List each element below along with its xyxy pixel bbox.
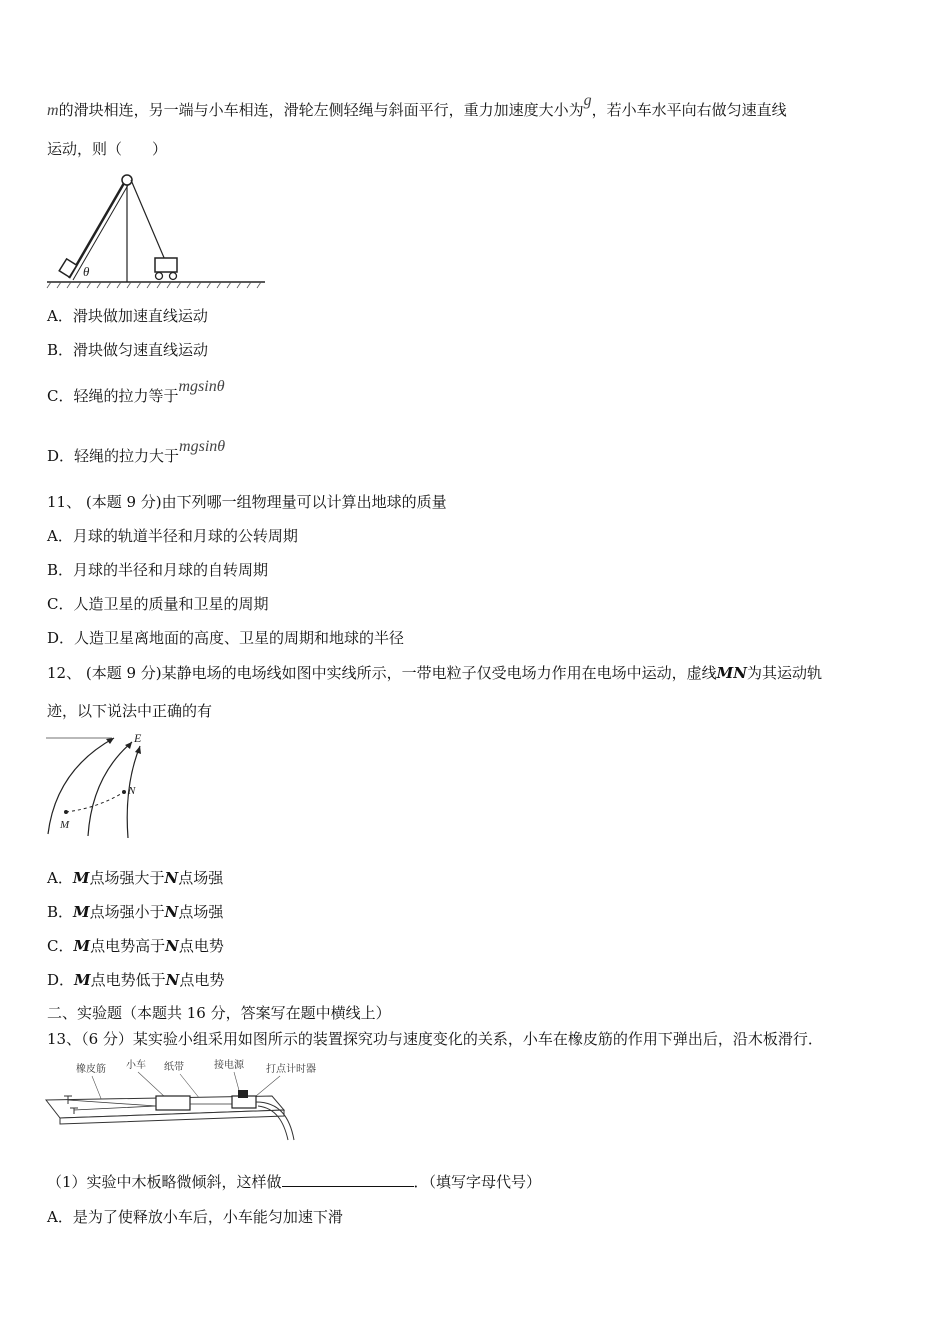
q11-option-c: C．人造卫星的质量和卫星的周期 (47, 595, 269, 613)
ground-hatching (47, 282, 261, 288)
point-m-label: M (73, 903, 90, 921)
timer-top-icon (238, 1090, 248, 1098)
label-n: N (128, 785, 136, 797)
q10-option-c-math: mgsinθ (178, 378, 225, 395)
point-n (122, 790, 126, 794)
point-n-label: N (165, 937, 179, 955)
q10-option-d-text: D．轻绳的拉力大于 (47, 447, 180, 465)
q12-option-b (47, 902, 223, 922)
point-n-label: N (164, 869, 179, 887)
q11-option-d: D．人造卫星离地面的高度、卫星的周期和地球的半径 (47, 629, 405, 647)
q13-apparatus-figure (44, 1056, 316, 1142)
q10-stem-text: 的滑块相连，另一端与小车相连，滑轮左侧轻绳与斜面平行，重力加速度大小为 (58, 101, 584, 119)
q10-stem-tail: ，若小车水平向右做匀速直线 (591, 101, 787, 119)
q10-option-d-math: mgsinθ (179, 438, 226, 455)
point-n-label: N (164, 903, 179, 921)
option-tail: 点电势 (178, 937, 224, 955)
option-prefix: B． (47, 903, 74, 921)
option-tail: 点场强 (178, 869, 224, 887)
q10-option-c-text: C．轻绳的拉力等于 (47, 387, 179, 405)
option-mid: 点场强大于 (89, 869, 165, 887)
q10-stem-line2: 运动，则（ ） (47, 140, 168, 158)
cart-wheel-left-icon (156, 273, 163, 280)
incline (69, 178, 127, 278)
q10-option-d (47, 438, 226, 467)
q10-option-c (47, 378, 225, 407)
point-m (64, 810, 68, 814)
q12-field-figure (42, 730, 162, 840)
arrow-head-3-icon (135, 746, 141, 754)
m-symbol: m (47, 102, 59, 119)
q10-option-b: B．滑块做匀速直线运动 (47, 341, 209, 359)
answer-blank[interactable] (282, 1172, 414, 1187)
option-tail: 点电势 (179, 971, 225, 989)
field-line-1 (48, 738, 114, 834)
label-m: M (60, 819, 70, 831)
label-rubber-band: 橡皮筋 (76, 1064, 106, 1075)
label-cart: 小车 (126, 1060, 146, 1071)
q13-sub1 (47, 1172, 541, 1192)
theta-label: θ (83, 264, 90, 279)
q13-sub1-text: （1）实验中木板略微倾斜，这样做 (47, 1173, 282, 1191)
q13-option-a: A．是为了使释放小车后，小车能匀加速下滑 (47, 1208, 343, 1226)
trajectory-mn (66, 792, 124, 812)
point-m-label: M (72, 869, 90, 887)
label-timer: 打点计时器 (266, 1064, 316, 1075)
option-prefix: D． (47, 971, 75, 989)
q12-stem-part2: 为其运动轨 (746, 664, 822, 682)
point-m-label: M (73, 937, 91, 955)
arrow-head-1-icon (106, 738, 114, 744)
q11-option-a: A．月球的轨道半径和月球的公转周期 (47, 527, 298, 545)
q10-option-a: A．滑块做加速直线运动 (47, 307, 208, 325)
point-m-label: M (74, 971, 91, 989)
q12-option-a (47, 868, 223, 888)
label-power: 接电源 (214, 1060, 244, 1071)
q10-pulley-figure (47, 170, 267, 292)
option-prefix: A． (47, 869, 73, 887)
q11-option-b: B．月球的半径和月球的自转周期 (47, 561, 269, 579)
label-e: E (134, 731, 142, 745)
rope-left (73, 180, 131, 280)
q10-stem-line1 (47, 92, 787, 121)
g-symbol: g (583, 92, 592, 109)
rope-right (131, 180, 165, 260)
pulley-icon (122, 175, 132, 185)
cart-icon (156, 1096, 190, 1110)
cart-wheel-right-icon (170, 273, 177, 280)
option-prefix: C． (47, 937, 74, 955)
q12-option-d (47, 970, 224, 990)
section-heading: 二、实验题（本题共 16 分，答案写在题中横线上） (47, 1004, 391, 1022)
label-tape: 纸带 (164, 1062, 184, 1073)
option-mid: 点电势低于 (90, 971, 166, 989)
q12-stem-mn: MN (716, 664, 747, 682)
q13-stem: 13、（6 分）某实验小组采用如图所示的装置探究功与速度变化的关系，小车在橡皮筋的作用下弹出后，沿木板滑行． (47, 1030, 823, 1048)
option-mid: 点场强小于 (89, 903, 165, 921)
point-n-label: N (165, 971, 180, 989)
field-line-2 (88, 742, 132, 836)
q12-option-c (47, 936, 224, 956)
q12-stem-line2: 迹，以下说法中正确的有 (47, 702, 213, 720)
option-tail: 点场强 (178, 903, 224, 921)
option-mid: 点电势高于 (90, 937, 166, 955)
q13-sub1-tail: ．（填写字母代号） (413, 1173, 542, 1191)
q12-stem-line1 (47, 663, 822, 683)
q12-stem-part1: 12、 (本题 9 分)某静电场的电场线如图中实线所示，一带电粒子仅受电场力作用在电场中运动，虚线 (47, 664, 717, 682)
slider-block-icon (59, 259, 77, 277)
q11-stem: 11、 (本题 9 分)由下列哪一组物理量可以计算出地球的质量 (47, 493, 447, 511)
cart-icon (155, 258, 177, 272)
